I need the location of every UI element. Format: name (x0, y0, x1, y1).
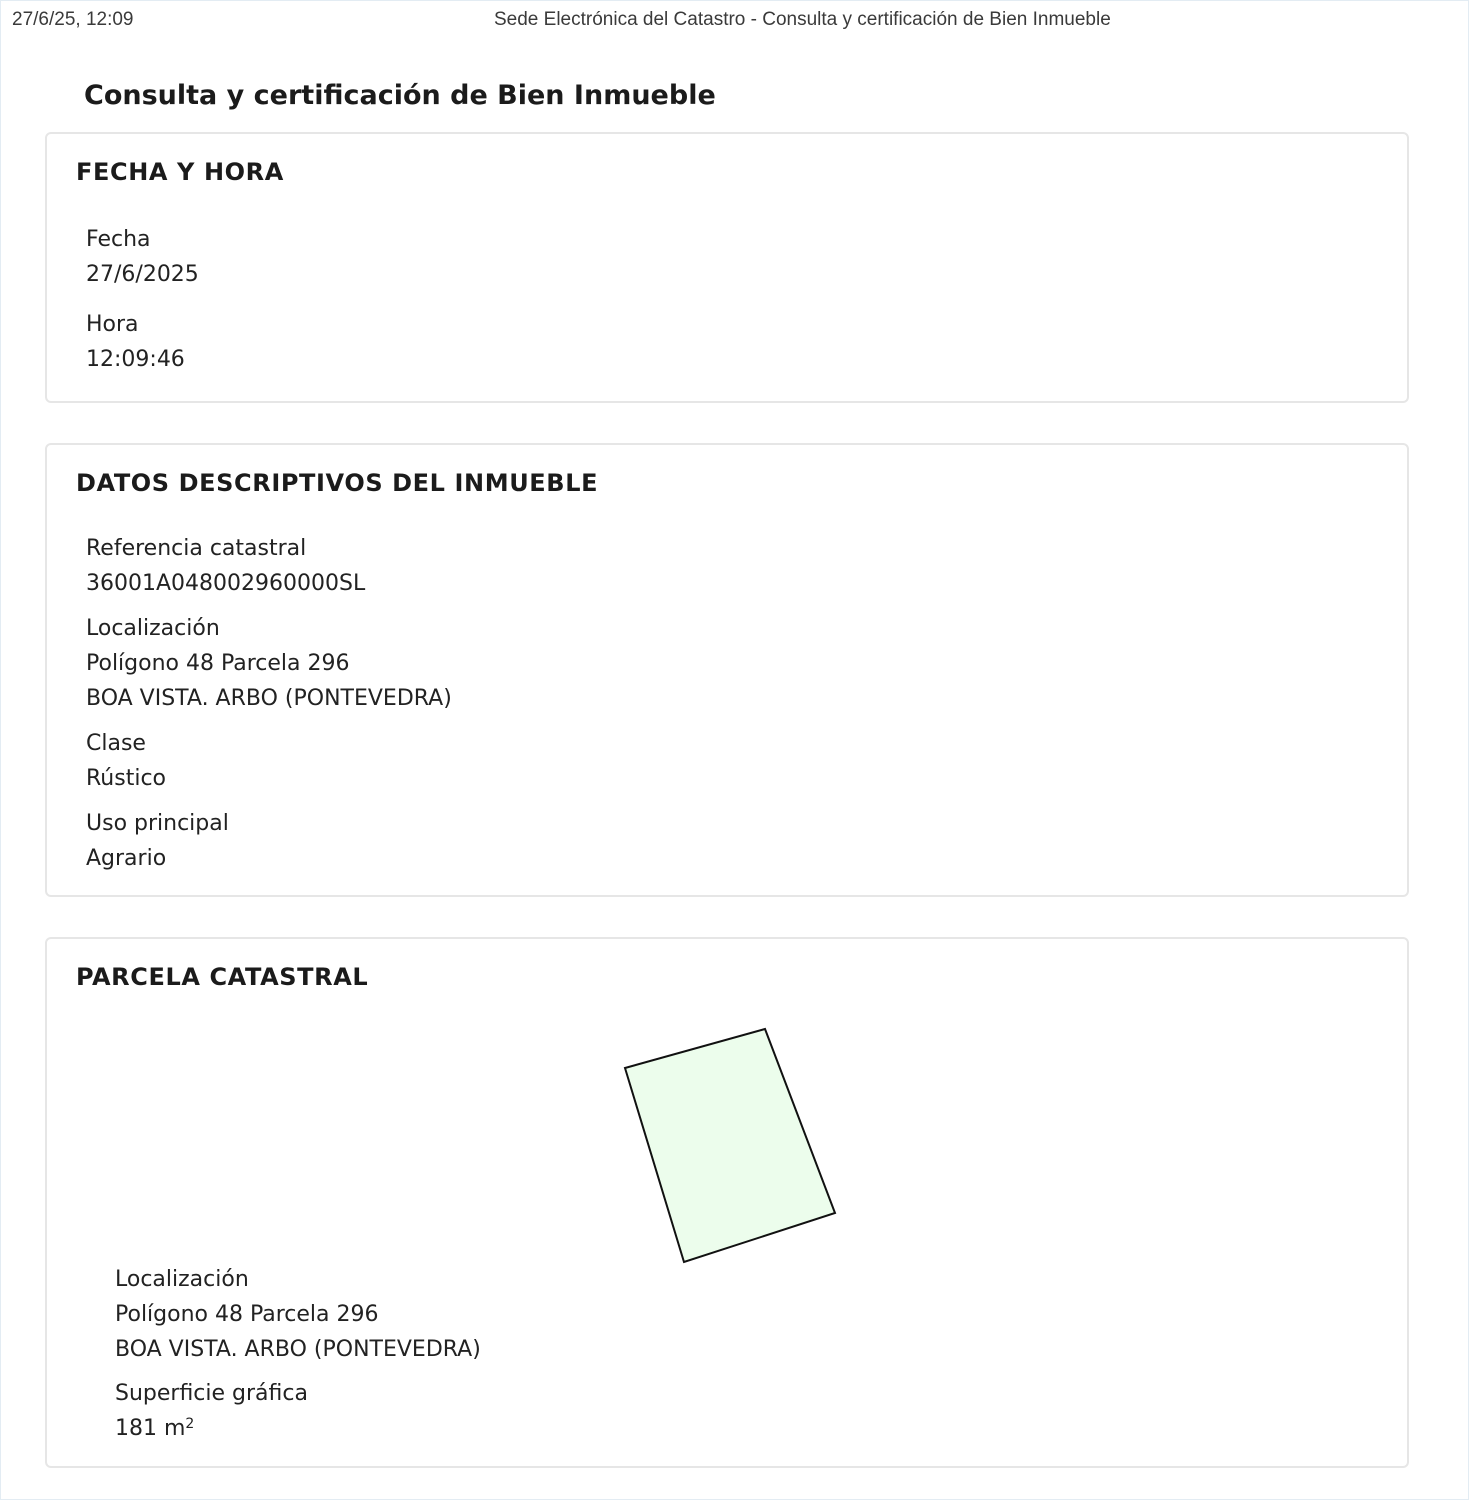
datos-descriptivos-heading: DATOS DESCRIPTIVOS DEL INMUEBLE (76, 469, 599, 497)
localizacion-line2: BOA VISTA. ARBO (PONTEVEDRA) (86, 686, 452, 711)
uso-label: Uso principal (86, 811, 229, 836)
superficie-label: Superficie gráfica (115, 1381, 308, 1406)
print-header (12, 9, 1457, 37)
superficie-exponent: 2 (185, 1416, 195, 1432)
parcela-localizacion-field (115, 1262, 481, 1367)
superficie-value-row (115, 1411, 308, 1446)
parcel-shape (625, 1029, 835, 1262)
clase-label: Clase (86, 731, 146, 756)
hora-value: 12:09:46 (86, 347, 185, 372)
clase-value: Rústico (86, 766, 166, 791)
uso-field (86, 806, 229, 876)
fecha-field (86, 222, 199, 292)
parcela-catastral-heading: PARCELA CATASTRAL (76, 963, 369, 991)
hora-label: Hora (86, 312, 139, 337)
superficie-field (115, 1376, 308, 1446)
clase-field (86, 726, 166, 796)
localizacion-label: Localización (86, 616, 220, 641)
fecha-value: 27/6/2025 (86, 262, 199, 287)
fecha-label: Fecha (86, 227, 151, 252)
fecha-hora-heading: FECHA Y HORA (76, 158, 284, 186)
parcela-catastral-panel (45, 937, 1409, 1468)
parcel-map (621, 1024, 841, 1264)
localizacion-field (86, 611, 452, 716)
print-datetime: 27/6/25, 12:09 (12, 9, 134, 30)
superficie-value: 181 m (115, 1416, 186, 1441)
uso-value: Agrario (86, 846, 167, 871)
referencia-value: 36001A048002960000SL (86, 571, 366, 596)
referencia-field (86, 531, 365, 601)
print-document-title: Sede Electrónica del Catastro - Consulta y certificación de Bien Inmueble (494, 9, 1111, 30)
referencia-label: Referencia catastral (86, 536, 307, 561)
parcela-localizacion-label: Localización (115, 1267, 249, 1292)
datos-descriptivos-panel (45, 443, 1409, 897)
hora-field (86, 307, 185, 377)
parcela-localizacion-line1: Polígono 48 Parcela 296 (115, 1302, 379, 1327)
parcela-localizacion-line2: BOA VISTA. ARBO (PONTEVEDRA) (115, 1337, 481, 1362)
fecha-hora-panel (45, 132, 1409, 403)
page-title: Consulta y certificación de Bien Inmueble (84, 80, 716, 111)
localizacion-line1: Polígono 48 Parcela 296 (86, 651, 350, 676)
